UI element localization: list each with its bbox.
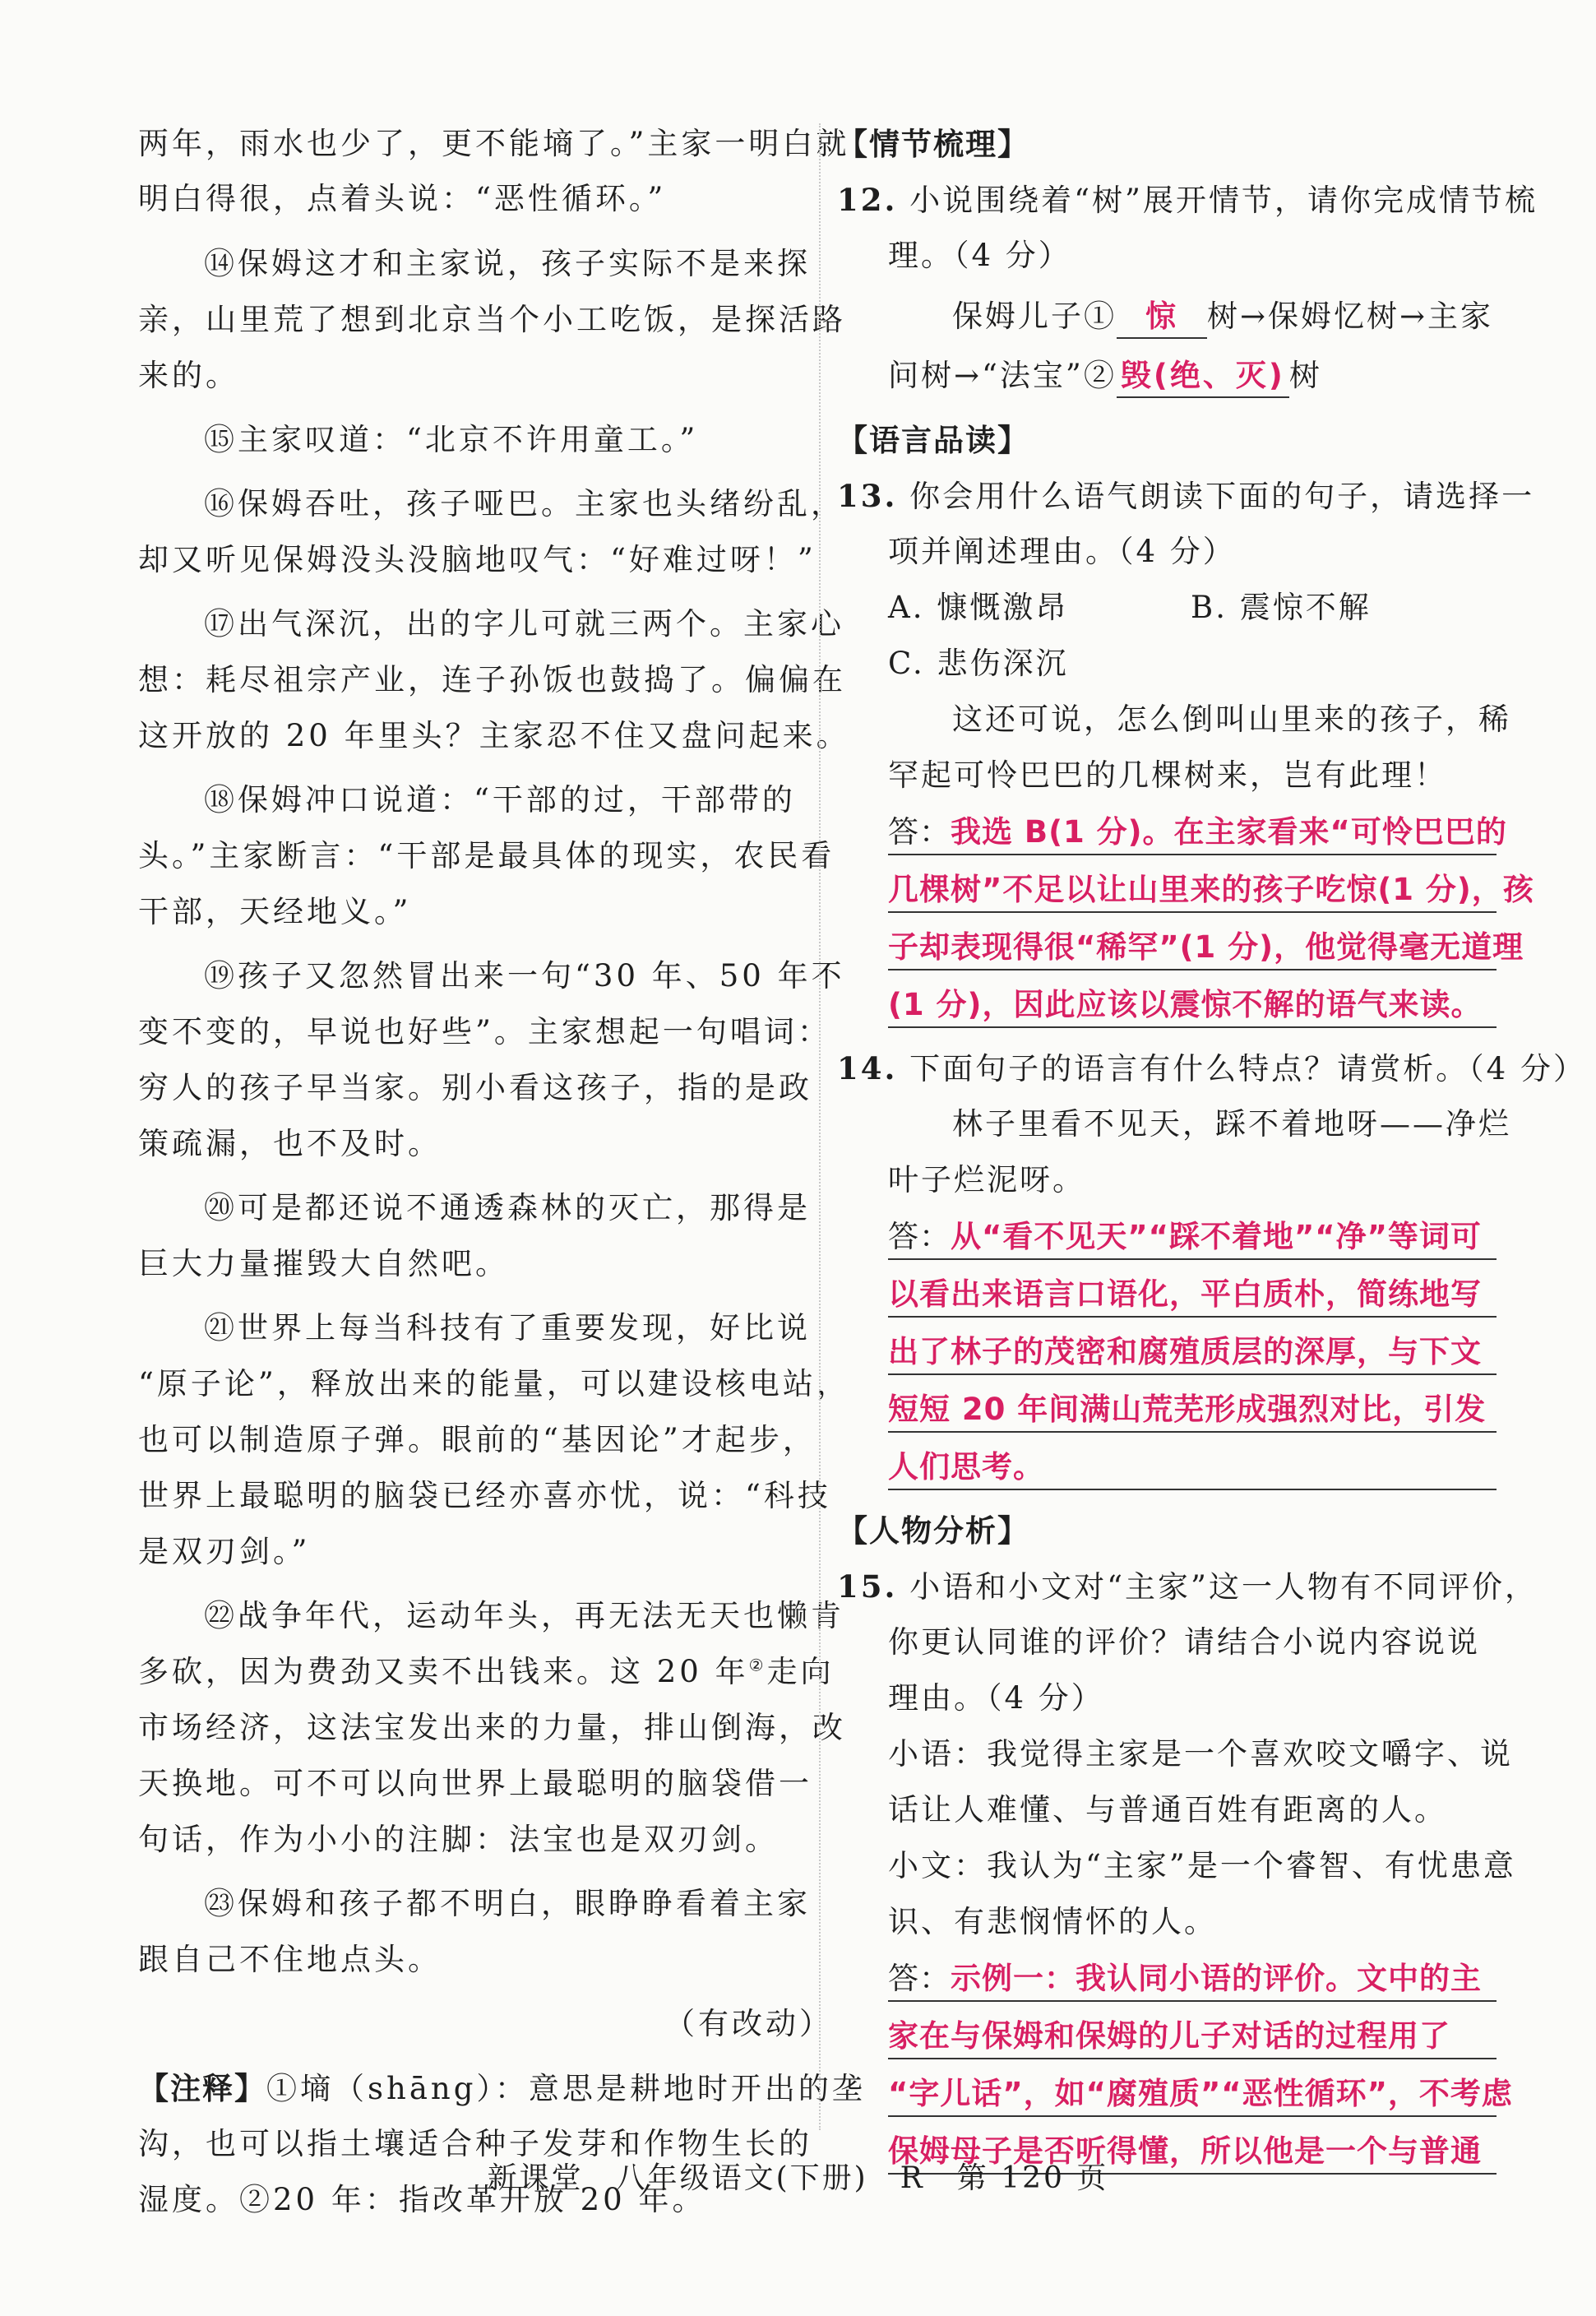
question-15-line: 理由。（4 分） xyxy=(888,1680,1104,1716)
answer-line: 子却表现得很“稀罕”(1 分)，他觉得毫无道理 xyxy=(888,926,1497,970)
story-line: ㉑世界上每当科技有了重要发现，好比说 xyxy=(204,1310,811,1346)
answer-line: 家在与保姆和保姆的儿子对话的过程用了 xyxy=(888,2015,1497,2059)
story-line: ⑱保姆冲口说道：“干部的过，干部带的 xyxy=(204,782,796,818)
question-text: 小说围绕着“树”展开情节，请你完成情节梳 xyxy=(909,183,1538,218)
opinion-xiaoyu: 小语：我觉得主家是一个喜欢咬文嚼字、说 xyxy=(888,1736,1513,1772)
story-text: 走向 xyxy=(766,1654,835,1689)
option-a: A. 慷慨激昂 xyxy=(888,590,1069,625)
story-line: 这开放的 20 年里头？主家忍不住又盘问起来。 xyxy=(138,718,850,753)
question-text: 小语和小文对“主家”这一人物有不同评价， xyxy=(909,1569,1538,1605)
answer-label: 答： xyxy=(888,814,951,850)
answer-line: (1 分)，因此应该以震惊不解的语气来读。 xyxy=(888,984,1497,1028)
flow-text: 问树→“法宝”② xyxy=(888,358,1117,393)
question-text: 下面句子的语言有什么特点？请赏析。（4 分） xyxy=(909,1051,1586,1086)
question-text: 你会用什么语气朗读下面的句子，请选择一 xyxy=(909,479,1535,514)
answer-line: 人们思考。 xyxy=(888,1446,1497,1490)
opinion-xiaowen: 识、有悲悯情怀的人。 xyxy=(888,1904,1217,1939)
question-15-line: 你更认同谁的评价？请结合小说内容说说 xyxy=(888,1624,1480,1660)
answer-line xyxy=(888,1957,1497,2002)
answer-line xyxy=(888,811,1507,855)
story-line: 干部，天经地义。” xyxy=(138,894,412,929)
opinion-xiaoyu: 话让人难懂、与普通百姓有距离的人。 xyxy=(888,1792,1447,1827)
story-line: “原子论”，释放出来的能量，可以建设核电站， xyxy=(138,1366,850,1401)
question-number: 15. xyxy=(837,1568,898,1605)
quote-line: 叶子烂泥呀。 xyxy=(888,1162,1085,1197)
column-divider xyxy=(819,123,821,2130)
option-c: C. 悲伤深沉 xyxy=(888,646,1069,681)
question-number: 13. xyxy=(837,478,898,514)
story-line: ⑭保姆这才和主家说，孩子实际不是来探 xyxy=(204,246,811,281)
plot-flow-line xyxy=(952,296,1493,339)
story-line: 变不变的，早说也好些”。主家想起一句唱词： xyxy=(138,1014,831,1049)
answer-line xyxy=(888,1216,1497,1260)
answer-line: “字儿话”，如“腐殖质”“恶性循环”，不考虑 xyxy=(888,2073,1497,2117)
source-note: （有改动） xyxy=(664,2006,833,2041)
notes-line: 沟，也可以指土壤适合种子发芽和作物生长的 xyxy=(138,2126,812,2161)
story-line: 亲，山里荒了想到北京当个小工吃饭，是探活路 xyxy=(138,302,846,337)
answer-blank-2[interactable]: 毁(绝、灭) xyxy=(1117,355,1289,398)
flow-text: 树→保姆忆树→主家 xyxy=(1207,299,1494,334)
story-line: ⑮主家叹道：“北京不许用童工。” xyxy=(204,422,699,457)
story-line: ⑰出气深沉，出的字儿可就三两个。主家心 xyxy=(204,606,844,642)
question-12-line: 理。（4 分） xyxy=(888,238,1071,273)
story-text: 多砍，因为费劲又卖不出钱来。这 20 年 xyxy=(138,1654,749,1689)
section-title-plot: 【情节梳理】 xyxy=(837,126,1029,162)
story-line: 策疏漏，也不及时。 xyxy=(138,1126,442,1161)
story-line: 穷人的孩子早当家。别小看这孩子，指的是政 xyxy=(138,1070,812,1105)
answer-label: 答： xyxy=(888,1219,951,1254)
page-footer: 新课堂 八年级语文(下册) R 第 120 页 xyxy=(487,2161,1109,2195)
story-line: 头。”主家断言：“干部是最具体的现实，农民看 xyxy=(138,838,835,873)
question-15-line xyxy=(837,1566,1538,1608)
story-line: 天换地。可不可以向世界上最聪明的脑袋借一 xyxy=(138,1766,812,1801)
flow-text: 保姆儿子① xyxy=(952,299,1117,334)
question-number: 14. xyxy=(837,1050,898,1086)
story-line xyxy=(138,1651,835,1693)
story-line: 巨大力量摧毁大自然吧。 xyxy=(138,1246,509,1281)
notes-line: 湿度。②20 年：指改革开放 20 年。 xyxy=(138,2182,706,2217)
opinion-xiaowen: 小文：我认为“主家”是一个睿智、有忧患意 xyxy=(888,1848,1516,1883)
story-line: 明白得很，点着头说：“恶性循环。” xyxy=(138,181,667,216)
answer-line: 几棵树”不足以让山里来的孩子吃惊(1 分)，孩 xyxy=(888,868,1497,913)
answer-text: 示例一：我认同小语的评价。文中的主 xyxy=(951,1961,1482,1996)
story-line: ⑳可是都还说不通透森林的灭亡，那得是 xyxy=(204,1190,811,1225)
story-line: 也可以制造原子弹。眼前的“基因论”才起步， xyxy=(138,1422,817,1457)
question-number: 12. xyxy=(837,182,898,218)
answer-blank-1[interactable]: 惊 xyxy=(1117,296,1207,339)
answer-text: 从“看不见天”“踩不着地”“净”等词可 xyxy=(951,1219,1482,1254)
quote-line: 林子里看不见天，踩不着地呀——净烂 xyxy=(952,1106,1511,1142)
notes-line xyxy=(138,2068,866,2110)
answer-label: 答： xyxy=(888,1961,951,1996)
story-line: 是双刃剑。” xyxy=(138,1534,311,1569)
story-line: ⑲孩子又忽然冒出来一句“30 年、50 年不 xyxy=(204,958,845,994)
notes-text: ①墒（shāng）：意思是耕地时开出的垄 xyxy=(266,2071,866,2106)
option-b: B. 震惊不解 xyxy=(1191,590,1372,625)
question-13-line: 项并阐述理由。（4 分） xyxy=(888,534,1236,569)
answer-line: 出了林子的茂密和腐殖质层的深厚，与下文 xyxy=(888,1331,1497,1375)
story-line: 跟自己不住地点头。 xyxy=(138,1942,442,1977)
story-line: ⑯保姆吞吐，孩子哑巴。主家也头绪纷乱， xyxy=(204,486,844,521)
story-line: 想：耗尽祖宗产业，连子孙饭也鼓捣了。偏偏在 xyxy=(138,662,846,697)
story-line: 却又听见保姆没头没脑地叹气：“好难过呀！” xyxy=(138,542,817,577)
answer-line: 保姆母子是否听得懂，所以他是一个与普通 xyxy=(888,2130,1497,2175)
story-line: ㉒战争年代，运动年头，再无法无天也懒肯 xyxy=(204,1598,844,1633)
quote-line: 这还可说，怎么倒叫山里来的孩子，稀 xyxy=(952,702,1511,737)
answer-line: 以看出来语言口语化，平白质朴，简练地写 xyxy=(888,1273,1497,1318)
story-line: 来的。 xyxy=(138,358,239,393)
section-title-language: 【语言品读】 xyxy=(837,422,1029,458)
answer-line: 短短 20 年间满山荒芜形成强烈对比，引发 xyxy=(888,1388,1497,1433)
footnote-marker: ② xyxy=(748,1655,767,1675)
story-line: 句话，作为小小的注脚：法宝也是双刃剑。 xyxy=(138,1822,779,1857)
question-12-line xyxy=(837,179,1538,221)
story-line: 世界上最聪明的脑袋已经亦喜亦忧，说：“科技 xyxy=(138,1478,831,1513)
story-line: ㉓保姆和孩子都不明白，眼睁睁看着主家 xyxy=(204,1886,811,1921)
plot-flow-line xyxy=(888,355,1322,398)
section-title-character: 【人物分析】 xyxy=(837,1512,1029,1549)
story-line: 两年，雨水也少了，更不能墒了。”主家一明白就 xyxy=(138,126,850,161)
story-line: 市场经济，这法宝发出来的力量，排山倒海，改 xyxy=(138,1710,846,1745)
notes-label: 【注释】 xyxy=(138,2070,266,2106)
quote-line: 罕起可怜巴巴的几棵树来，岂有此理！ xyxy=(888,757,1447,793)
question-13-line xyxy=(837,475,1534,517)
flow-text: 树 xyxy=(1288,358,1322,393)
question-14-line xyxy=(837,1048,1586,1090)
answer-text: 我选 B(1 分)。在主家看来“可怜巴巴的 xyxy=(951,814,1507,850)
